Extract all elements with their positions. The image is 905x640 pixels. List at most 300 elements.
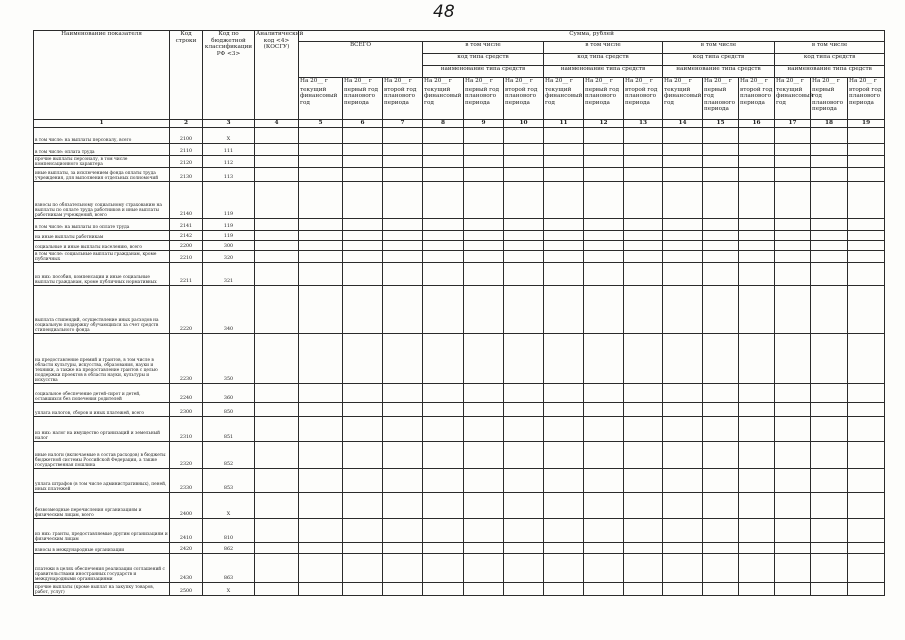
amount-cell (624, 384, 663, 403)
row-indicator-name: иные налоги (включаемые в состав расходов) в бюджеты бюджетной системы Российской Федерации, а также государственная пошлина (34, 442, 170, 469)
amount-cell (703, 168, 739, 182)
amount-cell (811, 334, 848, 384)
amount-cell (848, 263, 885, 286)
amount-cell (299, 182, 343, 219)
row-budget-code: 113 (203, 168, 255, 182)
amount-cell (739, 493, 775, 519)
amount-cell (504, 241, 544, 251)
amount-cell (299, 251, 343, 263)
amount-cell (811, 128, 848, 144)
amount-cell (504, 417, 544, 442)
row-line-code: 2230 (170, 334, 203, 384)
header-period-current (299, 78, 343, 120)
amount-cell (343, 182, 383, 219)
amount-cell (584, 231, 624, 241)
amount-cell (703, 251, 739, 263)
row-line-code: 2110 (170, 144, 203, 156)
column-number: 8 (423, 120, 464, 128)
row-budget-code: 852 (203, 442, 255, 469)
row-line-code: 2200 (170, 241, 203, 251)
header-fund-type-code: код типа средств (423, 54, 544, 66)
amount-cell (383, 168, 423, 182)
amount-cell (811, 583, 848, 596)
amount-cell (299, 231, 343, 241)
table-row (34, 219, 885, 231)
column-number: 16 (739, 120, 775, 128)
amount-cell (544, 182, 584, 219)
header-incl: в том числе (663, 42, 775, 54)
amount-cell (299, 144, 343, 156)
row-indicator-name: уплата налогов, сборов и иных платежей, всего (34, 403, 170, 417)
row-analytic-code (255, 543, 299, 554)
amount-cell (464, 219, 504, 231)
column-number: 15 (703, 120, 739, 128)
amount-cell (739, 286, 775, 334)
row-indicator-name: выплата стипендий, осуществление иных расходов на социальную поддержку обучающихся за счет средств стипендиального фонда (34, 286, 170, 334)
row-analytic-code (255, 286, 299, 334)
amount-cell (423, 128, 464, 144)
row-line-code: 2142 (170, 231, 203, 241)
row-analytic-code (255, 442, 299, 469)
row-budget-code: 350 (203, 334, 255, 384)
amount-cell (775, 219, 811, 231)
amount-cell (811, 144, 848, 156)
amount-cell (775, 156, 811, 168)
amount-cell (299, 156, 343, 168)
column-number: 17 (775, 120, 811, 128)
amount-cell (703, 442, 739, 469)
amount-cell (464, 128, 504, 144)
row-budget-code: 810 (203, 519, 255, 543)
amount-cell (848, 286, 885, 334)
amount-cell (464, 144, 504, 156)
period-year-label: На 20__ г (465, 78, 493, 84)
amount-cell (464, 442, 504, 469)
column-number: 5 (299, 120, 343, 128)
amount-cell (811, 417, 848, 442)
amount-cell (299, 493, 343, 519)
amount-cell (504, 334, 544, 384)
amount-cell (299, 334, 343, 384)
period-year-label: На 20__ г (776, 78, 804, 84)
amount-cell (811, 543, 848, 554)
amount-cell (624, 168, 663, 182)
table-row (34, 554, 885, 583)
row-budget-code: 850 (203, 403, 255, 417)
amount-cell (584, 384, 624, 403)
amount-cell (848, 417, 885, 442)
amount-cell (584, 519, 624, 543)
period-description: первый год планового периода (704, 86, 736, 113)
amount-cell (624, 442, 663, 469)
amount-cell (663, 144, 703, 156)
amount-cell (383, 263, 423, 286)
header-total: ВСЕГО (299, 42, 423, 78)
amount-cell (464, 519, 504, 543)
amount-cell (584, 128, 624, 144)
row-line-code: 2100 (170, 128, 203, 144)
amount-cell (343, 286, 383, 334)
amount-cell (423, 231, 464, 241)
row-budget-code: 112 (203, 156, 255, 168)
amount-cell (663, 554, 703, 583)
row-line-code: 2220 (170, 286, 203, 334)
amount-cell (423, 554, 464, 583)
row-budget-code: 119 (203, 182, 255, 219)
amount-cell (544, 583, 584, 596)
amount-cell (584, 168, 624, 182)
table-row (34, 543, 885, 554)
header-fund-type-name: наименование типа средств (544, 66, 663, 78)
period-year-label: На 20__ г (545, 78, 573, 84)
row-line-code: 2211 (170, 263, 203, 286)
row-budget-code: 851 (203, 417, 255, 442)
amount-cell (584, 263, 624, 286)
amount-cell (663, 493, 703, 519)
amount-cell (739, 182, 775, 219)
period-description: второй год планового периода (740, 86, 773, 106)
amount-cell (343, 384, 383, 403)
amount-cell (544, 554, 584, 583)
amount-cell (811, 241, 848, 251)
amount-cell (383, 469, 423, 493)
table-header (34, 31, 885, 128)
amount-cell (811, 286, 848, 334)
row-line-code: 2410 (170, 519, 203, 543)
row-line-code: 2120 (170, 156, 203, 168)
amount-cell (504, 231, 544, 241)
row-indicator-name: в том числе: на выплаты по оплате труда (34, 219, 170, 231)
header-period-second (504, 78, 544, 120)
amount-cell (848, 583, 885, 596)
table-row (34, 156, 885, 168)
row-analytic-code (255, 334, 299, 384)
period-year-label: На 20__ г (585, 78, 613, 84)
amount-cell (739, 156, 775, 168)
amount-cell (811, 493, 848, 519)
amount-cell (504, 156, 544, 168)
amount-cell (848, 219, 885, 231)
amount-cell (299, 543, 343, 554)
amount-cell (703, 334, 739, 384)
amount-cell (504, 168, 544, 182)
row-indicator-name: в том числе: на выплаты персоналу, всего (34, 128, 170, 144)
amount-cell (544, 144, 584, 156)
amount-cell (464, 241, 504, 251)
amount-cell (423, 182, 464, 219)
amount-cell (811, 156, 848, 168)
amount-cell (423, 156, 464, 168)
amount-cell (739, 231, 775, 241)
column-number: 4 (255, 120, 299, 128)
amount-cell (848, 182, 885, 219)
amount-cell (739, 144, 775, 156)
header-indicator-name: Наименование показателя (34, 31, 170, 120)
amount-cell (383, 554, 423, 583)
amount-cell (504, 251, 544, 263)
amount-cell (848, 519, 885, 543)
period-year-label: На 20__ г (344, 78, 372, 84)
period-year-label: На 20__ г (664, 78, 692, 84)
row-budget-code: 321 (203, 263, 255, 286)
amount-cell (383, 493, 423, 519)
amount-cell (584, 219, 624, 231)
amount-cell (299, 219, 343, 231)
header-incl: в том числе (544, 42, 663, 54)
amount-cell (663, 251, 703, 263)
table-row (34, 144, 885, 156)
amount-cell (848, 384, 885, 403)
amount-cell (584, 182, 624, 219)
period-year-label: На 20__ г (740, 78, 768, 84)
amount-cell (663, 403, 703, 417)
amount-cell (848, 493, 885, 519)
amount-cell (584, 156, 624, 168)
amount-cell (423, 334, 464, 384)
amount-cell (504, 182, 544, 219)
amount-cell (811, 231, 848, 241)
period-description: первый год планового периода (344, 86, 379, 106)
amount-cell (423, 251, 464, 263)
amount-cell (624, 231, 663, 241)
table-row (34, 442, 885, 469)
row-budget-code: 111 (203, 144, 255, 156)
amount-cell (423, 519, 464, 543)
period-year-label: На 20__ г (424, 78, 452, 84)
table-row (34, 251, 885, 263)
amount-cell (775, 231, 811, 241)
amount-cell (343, 583, 383, 596)
period-description: второй год планового периода (384, 86, 417, 106)
amount-cell (584, 469, 624, 493)
header-analytic-code: Аналитический код <4> (КОСГУ) (255, 31, 299, 120)
amount-cell (383, 251, 423, 263)
row-indicator-name: в том числе: оплата труда (34, 144, 170, 156)
row-indicator-name: социальное обеспечение детей-сирот и детей, оставшихся без попечения родителей (34, 384, 170, 403)
header-period-first (703, 78, 739, 120)
table-row (34, 128, 885, 144)
row-indicator-name: уплата штрафов (в том числе административных), пеней, иных платежей (34, 469, 170, 493)
row-line-code: 2500 (170, 583, 203, 596)
amount-cell (544, 417, 584, 442)
amount-cell (343, 219, 383, 231)
amount-cell (663, 543, 703, 554)
amount-cell (739, 128, 775, 144)
row-budget-code: 862 (203, 543, 255, 554)
amount-cell (383, 156, 423, 168)
amount-cell (624, 286, 663, 334)
amount-cell (703, 519, 739, 543)
amount-cell (811, 469, 848, 493)
row-analytic-code (255, 417, 299, 442)
amount-cell (343, 231, 383, 241)
amount-cell (343, 403, 383, 417)
row-line-code: 2420 (170, 543, 203, 554)
row-budget-code: 119 (203, 219, 255, 231)
column-number: 12 (584, 120, 624, 128)
amount-cell (299, 168, 343, 182)
row-analytic-code (255, 519, 299, 543)
amount-cell (703, 543, 739, 554)
amount-cell (811, 182, 848, 219)
amount-cell (624, 519, 663, 543)
row-analytic-code (255, 493, 299, 519)
column-number: 3 (203, 120, 255, 128)
amount-cell (544, 519, 584, 543)
table-row (34, 334, 885, 384)
amount-cell (739, 417, 775, 442)
row-budget-code: X (203, 128, 255, 144)
amount-cell (504, 493, 544, 519)
amount-cell (299, 403, 343, 417)
amount-cell (811, 251, 848, 263)
amount-cell (544, 251, 584, 263)
amount-cell (739, 543, 775, 554)
period-description: первый год планового периода (812, 86, 844, 113)
row-indicator-name: прочие выплаты персоналу, в том числе компенсационного характера (34, 156, 170, 168)
amount-cell (848, 403, 885, 417)
amount-cell (299, 263, 343, 286)
table-body (34, 128, 885, 596)
amount-cell (383, 583, 423, 596)
row-indicator-name: в том числе: социальные выплаты гражданам, кроме публичных (34, 251, 170, 263)
amount-cell (464, 251, 504, 263)
table-row (34, 519, 885, 543)
amount-cell (299, 554, 343, 583)
amount-cell (544, 156, 584, 168)
amount-cell (343, 543, 383, 554)
row-indicator-name: взносы в международные организации (34, 543, 170, 554)
header-period-first (343, 78, 383, 120)
amount-cell (343, 144, 383, 156)
period-description: текущий финансовый год (776, 86, 814, 106)
amount-cell (775, 286, 811, 334)
column-number: 10 (504, 120, 544, 128)
row-analytic-code (255, 554, 299, 583)
row-indicator-name: из них: гранты, предоставляемые другим организациям и физическим лицам (34, 519, 170, 543)
amount-cell (624, 128, 663, 144)
amount-cell (544, 543, 584, 554)
amount-cell (464, 583, 504, 596)
amount-cell (383, 543, 423, 554)
amount-cell (703, 219, 739, 231)
amount-cell (624, 334, 663, 384)
amount-cell (343, 469, 383, 493)
header-period-current (423, 78, 464, 120)
amount-cell (663, 334, 703, 384)
row-analytic-code (255, 219, 299, 231)
table-row (34, 241, 885, 251)
table-row (34, 384, 885, 403)
amount-cell (624, 543, 663, 554)
amount-cell (739, 469, 775, 493)
column-number: 13 (624, 120, 663, 128)
amount-cell (663, 231, 703, 241)
table-row (34, 286, 885, 334)
header-fund-type-code: код типа средств (775, 54, 885, 66)
amount-cell (848, 128, 885, 144)
amount-cell (383, 334, 423, 384)
row-line-code: 2240 (170, 384, 203, 403)
amount-cell (624, 241, 663, 251)
amount-cell (584, 442, 624, 469)
amount-cell (703, 583, 739, 596)
header-incl: в том числе (775, 42, 885, 54)
row-indicator-name: иные выплаты, за исключением фонда оплаты труда учреждения, для выполнения отдельных полномочий (34, 168, 170, 182)
amount-cell (464, 469, 504, 493)
amount-cell (504, 543, 544, 554)
amount-cell (343, 519, 383, 543)
row-budget-code: 340 (203, 286, 255, 334)
amount-cell (584, 543, 624, 554)
amount-cell (544, 384, 584, 403)
row-line-code: 2310 (170, 417, 203, 442)
amount-cell (811, 442, 848, 469)
amount-cell (299, 384, 343, 403)
period-description: второй год планового периода (625, 86, 658, 106)
amount-cell (423, 403, 464, 417)
amount-cell (423, 286, 464, 334)
period-description: первый год планового периода (585, 86, 620, 106)
amount-cell (544, 469, 584, 493)
row-indicator-name: платежи в целях обеспечения реализации соглашений с правительствами иностранных государств и международными организациями (34, 554, 170, 583)
period-description: второй год планового периода (849, 86, 882, 106)
amount-cell (584, 241, 624, 251)
amount-cell (775, 144, 811, 156)
amount-cell (775, 554, 811, 583)
amount-cell (343, 493, 383, 519)
period-description: текущий финансовый год (664, 86, 702, 106)
amount-cell (848, 168, 885, 182)
row-analytic-code (255, 469, 299, 493)
amount-cell (811, 263, 848, 286)
amount-cell (544, 219, 584, 231)
header-fund-type-name: наименование типа средств (663, 66, 775, 78)
amount-cell (544, 168, 584, 182)
amount-cell (624, 403, 663, 417)
row-indicator-name: из них: налог на имущество организаций и земельный налог (34, 417, 170, 442)
row-analytic-code (255, 251, 299, 263)
amount-cell (739, 263, 775, 286)
header-sum: Сумма, рублей (299, 31, 885, 42)
amount-cell (848, 543, 885, 554)
amount-cell (299, 469, 343, 493)
table-row (34, 493, 885, 519)
amount-cell (383, 417, 423, 442)
row-budget-code: X (203, 493, 255, 519)
amount-cell (423, 219, 464, 231)
row-indicator-name: на предоставление премий и грантов, в том числе в области культуры, искусства, образования, науки и техники, а также на предоставление грантов с целью поддержки проектов в области науки, культуры и искусства (34, 334, 170, 384)
amount-cell (775, 168, 811, 182)
amount-cell (775, 417, 811, 442)
amount-cell (739, 168, 775, 182)
amount-cell (423, 168, 464, 182)
column-number: 14 (663, 120, 703, 128)
amount-cell (544, 241, 584, 251)
amount-cell (464, 286, 504, 334)
amount-cell (584, 403, 624, 417)
amount-cell (703, 286, 739, 334)
amount-cell (544, 231, 584, 241)
row-budget-code: 853 (203, 469, 255, 493)
amount-cell (624, 156, 663, 168)
amount-cell (775, 442, 811, 469)
row-budget-code: 320 (203, 251, 255, 263)
amount-cell (703, 263, 739, 286)
amount-cell (383, 384, 423, 403)
amount-cell (624, 469, 663, 493)
amount-cell (464, 384, 504, 403)
